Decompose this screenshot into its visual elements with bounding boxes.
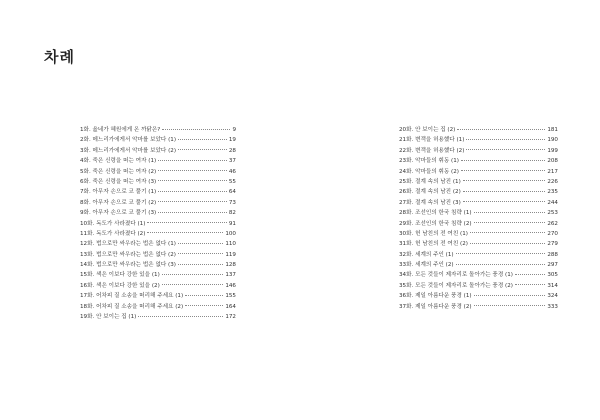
dot-leader <box>178 264 223 265</box>
toc-entry[interactable] <box>80 135 236 145</box>
toc-entry[interactable] <box>399 270 558 280</box>
dot-leader <box>461 160 545 161</box>
toc-entry-title: 36화. 제일 아름다운 풍경 (1) <box>399 293 472 300</box>
toc-entry[interactable] <box>399 187 558 197</box>
toc-column-right <box>399 125 558 312</box>
toc-entry[interactable] <box>399 229 558 239</box>
toc-entry-title: 23화. 악마들의 휘동 (1) <box>399 158 459 165</box>
toc-entry-title: 6화. 죽은 신령을 떠는 여자 (3) <box>80 178 157 185</box>
toc-entry-page-number: 110 <box>225 241 236 248</box>
dot-leader <box>178 139 227 140</box>
toc-entry[interactable] <box>399 302 558 312</box>
toc-entry[interactable] <box>80 229 236 239</box>
toc-entry-page-number: 28 <box>228 147 236 154</box>
dot-leader <box>158 212 227 213</box>
toc-entry-page-number: 270 <box>547 230 558 237</box>
toc-entry-page-number: 128 <box>225 262 236 269</box>
toc-entry-title: 37화. 제일 아름다운 풍경 (2) <box>399 303 472 310</box>
toc-entry[interactable] <box>399 135 558 145</box>
toc-entry-title: 35화. 모든 것들이 제자리로 돌아가는 풍경 (2) <box>399 282 513 289</box>
toc-entry[interactable] <box>399 219 558 229</box>
toc-entry-page-number: 172 <box>225 314 236 321</box>
toc-entry-page-number: 244 <box>547 199 558 206</box>
toc-entry[interactable] <box>399 250 558 260</box>
toc-entry-page-number: 100 <box>225 230 236 237</box>
toc-column-left <box>80 125 236 322</box>
dot-leader <box>178 149 227 150</box>
toc-entry-title: 5화. 죽은 신령을 떠는 여자 (2) <box>80 168 157 175</box>
toc-entry[interactable] <box>399 125 558 135</box>
toc-entry-page-number: 9 <box>232 127 236 133</box>
toc-entry-title: 13화. 법으로만 싸우라는 법은 없다 (2) <box>80 251 176 258</box>
toc-entry[interactable] <box>399 239 558 249</box>
toc-entry[interactable] <box>80 177 236 187</box>
toc-entry[interactable] <box>80 260 236 270</box>
toc-entry-page-number: 119 <box>225 251 236 258</box>
toc-entry[interactable] <box>80 146 236 156</box>
dot-leader <box>138 316 223 317</box>
toc-entry-page-number: 208 <box>547 158 558 165</box>
toc-entry-page-number: 46 <box>228 168 236 175</box>
toc-entry-title: 18화. 어차피 질 소송을 떠리해 주세요 (2) <box>80 303 184 310</box>
toc-entry[interactable] <box>80 187 236 197</box>
dot-leader <box>466 149 545 150</box>
toc-entry-title: 21화. 변객을 허용했다 (1) <box>399 137 465 144</box>
dot-leader <box>474 212 546 213</box>
toc-entry[interactable] <box>399 177 558 187</box>
toc-entry[interactable] <box>399 281 558 291</box>
toc-entry-page-number: 288 <box>547 251 558 258</box>
toc-entry-page-number: 181 <box>547 127 558 133</box>
toc-entry[interactable] <box>399 167 558 177</box>
toc-entry-title: 9화. 아무자 손으로 코 풀기 (3) <box>80 210 157 217</box>
dot-leader <box>162 274 224 275</box>
toc-entry-title: 33화. 세계의 주인 (2) <box>399 262 454 269</box>
toc-entry-page-number: 155 <box>225 293 236 300</box>
dot-leader <box>474 222 546 223</box>
dot-leader <box>456 264 546 265</box>
toc-entry-title: 22화. 변객을 허용했다 (2) <box>399 147 465 154</box>
dot-leader <box>158 191 227 192</box>
toc-entry[interactable] <box>80 219 236 229</box>
dot-leader <box>147 232 223 233</box>
dot-leader <box>456 253 546 254</box>
dot-leader <box>185 305 223 306</box>
toc-entry[interactable] <box>80 167 236 177</box>
toc-entry-title: 10화. 독도가 사라졌다 (1) <box>80 220 146 227</box>
toc-entry-title: 28화. 조선인의 한국 침략 (1) <box>399 210 472 217</box>
dot-leader <box>162 129 230 130</box>
dot-leader <box>461 170 545 171</box>
page-title: 차례 <box>44 48 75 66</box>
toc-entry-page-number: 297 <box>547 262 558 269</box>
toc-entry-title: 12화. 법으로만 싸우라는 법은 없다 (1) <box>80 241 176 248</box>
dot-leader <box>158 180 227 181</box>
toc-entry-page-number: 37 <box>228 158 236 165</box>
toc-entry-page-number: 190 <box>547 137 558 144</box>
toc-entry-title: 17화. 어차피 질 소송을 떠리해 주세요 (1) <box>80 293 184 300</box>
toc-entry-page-number: 262 <box>547 220 558 227</box>
toc-entry-title: 16화. 색은 이보다 강한 있을 (2) <box>80 282 160 289</box>
toc-entry-title: 1화. 읊네가 혜원에게 온 까닭은? <box>80 127 161 133</box>
dot-leader <box>147 222 226 223</box>
toc-entry-page-number: 19 <box>228 137 236 144</box>
dot-leader <box>470 232 545 233</box>
toc-entry[interactable] <box>80 302 236 312</box>
toc-entry-page-number: 279 <box>547 241 558 248</box>
toc-entry-page-number: 146 <box>225 282 236 289</box>
dot-leader <box>158 160 227 161</box>
toc-entry[interactable] <box>399 198 558 208</box>
toc-entry[interactable] <box>80 312 236 322</box>
toc-entry-title: 11화. 독도가 사라졌다 (2) <box>80 230 146 237</box>
toc-entry-title: 30화. 헌 남친의 전 여친 (1) <box>399 230 468 237</box>
dot-leader <box>474 295 546 296</box>
toc-entry-page-number: 199 <box>547 147 558 154</box>
toc-entry-title: 29화. 조선인의 한국 침략 (2) <box>399 220 472 227</box>
dot-leader <box>470 243 545 244</box>
toc-entry-page-number: 324 <box>547 293 558 300</box>
toc-entry-title: 27화. 절계 속의 남진 (3) <box>399 199 461 206</box>
toc-entry-title: 14화. 법으로만 싸우라는 법은 없다 (3) <box>80 262 176 269</box>
toc-entry-title: 8화. 아무자 손으로 코 풀기 (2) <box>80 199 157 206</box>
toc-entry[interactable] <box>80 125 236 135</box>
toc-entry-page-number: 73 <box>228 199 236 206</box>
toc-entry-page-number: 64 <box>228 189 236 196</box>
toc-entry[interactable] <box>80 281 236 291</box>
toc-entry-page-number: 314 <box>547 282 558 289</box>
toc-entry-title: 15화. 색은 이보다 강한 있을 (1) <box>80 272 160 279</box>
toc-entry-title: 31화. 헌 남친의 전 여친 (2) <box>399 241 468 248</box>
toc-entry-page-number: 82 <box>228 210 236 217</box>
dot-leader <box>515 274 545 275</box>
dot-leader <box>178 253 223 254</box>
toc-entry-title: 7화. 아무자 손으로 코 풀기 (1) <box>80 189 157 196</box>
toc-entry-title: 25화. 절계 속의 남진 (1) <box>399 178 461 185</box>
toc-entry-page-number: 217 <box>547 168 558 175</box>
toc-entry-page-number: 55 <box>228 178 236 185</box>
toc-entry-title: 19화. 안 보이는 집 (1) <box>80 314 137 321</box>
dot-leader <box>474 305 546 306</box>
dot-leader <box>178 243 223 244</box>
toc-entry[interactable] <box>80 270 236 280</box>
dot-leader <box>158 201 227 202</box>
toc-entry-page-number: 235 <box>547 189 558 196</box>
toc-entry-page-number: 253 <box>547 210 558 217</box>
toc-entry[interactable] <box>80 250 236 260</box>
toc-entry-page-number: 91 <box>228 220 236 227</box>
dot-leader <box>463 191 546 192</box>
toc-entry[interactable] <box>399 260 558 270</box>
dot-leader <box>457 129 545 130</box>
dot-leader <box>162 284 224 285</box>
toc-entry[interactable] <box>399 146 558 156</box>
toc-entry[interactable] <box>80 239 236 249</box>
toc-entry-title: 3화. 메느리가에게서 악마를 보았다 (2) <box>80 147 177 154</box>
toc-entry[interactable] <box>80 208 236 218</box>
toc-entry-title: 20화. 안 보이는 집 (2) <box>399 127 456 133</box>
toc-entry[interactable] <box>80 198 236 208</box>
toc-entry-page-number: 137 <box>225 272 236 279</box>
dot-leader <box>185 295 223 296</box>
toc-entry[interactable] <box>80 156 236 166</box>
dot-leader <box>466 139 545 140</box>
toc-entry-page-number: 164 <box>225 303 236 310</box>
dot-leader <box>158 170 227 171</box>
toc-entry-title: 34화. 모든 것들이 제자리로 돌아가는 풍경 (1) <box>399 272 513 279</box>
toc-entry[interactable] <box>399 208 558 218</box>
toc-entry-title: 4화. 죽은 신령을 떠는 여자 (1) <box>80 158 157 165</box>
toc-entry[interactable] <box>399 156 558 166</box>
dot-leader <box>463 201 546 202</box>
toc-entry-page-number: 305 <box>547 272 558 279</box>
toc-entry-title: 32화. 세계의 주인 (1) <box>399 251 454 258</box>
toc-entry-title: 2화. 메느리가에게서 악마를 보았다 (1) <box>80 137 177 144</box>
toc-entry-title: 26화. 절계 속의 남진 (2) <box>399 189 461 196</box>
toc-entry[interactable] <box>399 291 558 301</box>
dot-leader <box>463 180 546 181</box>
toc-entry-page-number: 226 <box>547 178 558 185</box>
toc-entry-page-number: 333 <box>547 303 558 310</box>
dot-leader <box>515 284 545 285</box>
toc-entry-title: 24화. 악마들의 휘동 (2) <box>399 168 459 175</box>
toc-entry[interactable] <box>80 291 236 301</box>
